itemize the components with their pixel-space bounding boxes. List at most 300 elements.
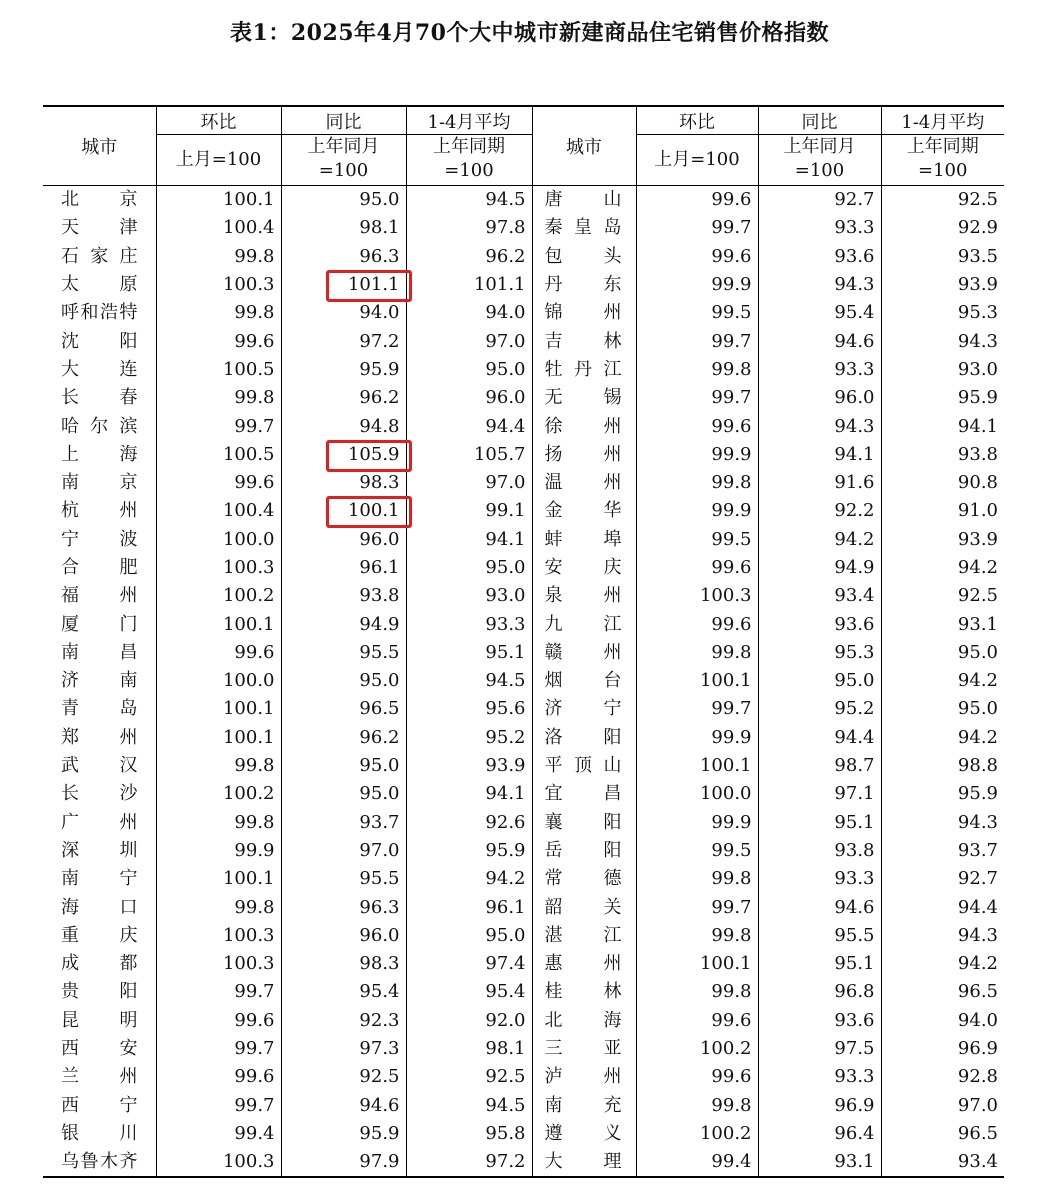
header-mom-base-left: 上月=100 <box>156 135 281 186</box>
mom-left-cell: 99.6 <box>156 639 281 667</box>
city-right-cell: 唐山 <box>532 186 636 215</box>
mom-right-cell: 99.8 <box>636 922 758 950</box>
mom-right-cell: 99.7 <box>636 384 758 412</box>
table-row <box>43 667 1004 695</box>
mom-right-cell: 99.6 <box>636 1007 758 1035</box>
yoy-left-cell: 92.3 <box>281 1007 406 1035</box>
city-right-cell: 蚌埠 <box>532 526 636 554</box>
header-mom-right: 环比 <box>636 106 758 135</box>
yoy-right-cell: 94.9 <box>758 554 881 582</box>
table-row <box>43 639 1004 667</box>
yoy-left-cell: 97.3 <box>281 1035 406 1063</box>
avg-right-cell: 93.0 <box>881 356 1004 384</box>
avg-left-cell: 95.0 <box>406 356 532 384</box>
mom-left-cell: 100.2 <box>156 780 281 808</box>
yoy-left-cell <box>281 271 406 299</box>
mom-right-cell: 99.8 <box>636 865 758 893</box>
avg-left-cell: 97.0 <box>406 327 532 355</box>
yoy-right-cell: 93.6 <box>758 610 881 638</box>
city-left-cell: 兰州 <box>61 1066 138 1088</box>
yoy-left-cell: 98.1 <box>281 214 406 242</box>
city-right-cell: 九江 <box>532 610 636 638</box>
city-left-cell: 成都 <box>61 953 138 975</box>
avg-left-cell: 94.5 <box>406 667 532 695</box>
table-row <box>43 299 1004 327</box>
yoy-right-cell: 96.0 <box>758 384 881 412</box>
avg-right-cell: 95.3 <box>881 299 1004 327</box>
yoy-right-cell: 96.9 <box>758 1092 881 1120</box>
mom-left-cell: 100.1 <box>156 865 281 893</box>
avg-left-cell: 95.0 <box>406 554 532 582</box>
city-right-cell: 金华 <box>532 497 636 525</box>
mom-left-cell: 100.4 <box>156 214 281 242</box>
table-row <box>43 186 1004 215</box>
avg-right-cell: 94.4 <box>881 893 1004 921</box>
yoy-left-cell: 97.9 <box>281 1148 406 1177</box>
city-right-cell: 宜昌 <box>532 780 636 808</box>
table-row <box>43 1063 1004 1091</box>
city-left-cell: 福州 <box>61 585 138 607</box>
yoy-left-cell: 94.9 <box>281 610 406 638</box>
table-row <box>43 412 1004 440</box>
mom-right-cell: 99.9 <box>636 809 758 837</box>
city-left-cell: 长沙 <box>61 783 138 805</box>
mom-right-cell: 100.2 <box>636 1035 758 1063</box>
yoy-left-cell: 95.5 <box>281 865 406 893</box>
yoy-right-cell: 95.3 <box>758 639 881 667</box>
city-left-cell: 重庆 <box>61 924 138 946</box>
avg-left-cell: 95.9 <box>406 837 532 865</box>
city-left-cell: 长春 <box>61 387 138 409</box>
mom-left-cell: 99.9 <box>156 837 281 865</box>
mom-left-cell: 99.7 <box>156 1092 281 1120</box>
city-left-cell: 武汉 <box>61 755 138 777</box>
avg-right-cell: 96.5 <box>881 978 1004 1006</box>
mom-left-cell: 100.5 <box>156 441 281 469</box>
table-row <box>43 893 1004 921</box>
avg-left-cell: 94.5 <box>406 186 532 215</box>
mom-right-cell: 99.9 <box>636 271 758 299</box>
avg-left-cell: 101.1 <box>406 271 532 299</box>
city-left-cell: 杭州 <box>61 500 138 522</box>
table-row <box>43 752 1004 780</box>
mom-right-cell: 99.5 <box>636 837 758 865</box>
city-left-cell: 石家庄 <box>61 245 138 267</box>
header-mom-left: 环比 <box>156 106 281 135</box>
mom-right-cell: 100.0 <box>636 780 758 808</box>
yoy-left-cell: 96.2 <box>281 724 406 752</box>
table-row <box>43 243 1004 271</box>
header-avg-base-line2: =100 <box>918 160 968 181</box>
city-left-cell: 大连 <box>61 358 138 380</box>
table-row <box>43 978 1004 1006</box>
avg-right-cell: 94.3 <box>881 809 1004 837</box>
yoy-right-cell: 95.1 <box>758 809 881 837</box>
avg-left-cell: 93.0 <box>406 582 532 610</box>
avg-right-cell: 95.9 <box>881 780 1004 808</box>
avg-right-cell: 95.9 <box>881 384 1004 412</box>
yoy-right-cell: 94.6 <box>758 327 881 355</box>
avg-left-cell: 94.1 <box>406 780 532 808</box>
avg-left-cell: 95.0 <box>406 922 532 950</box>
table-row <box>43 497 1004 525</box>
table-row <box>43 526 1004 554</box>
city-right-cell: 秦皇岛 <box>532 214 636 242</box>
table-row <box>43 865 1004 893</box>
avg-left-cell: 96.2 <box>406 243 532 271</box>
city-left-cell: 呼和浩特 <box>61 302 138 324</box>
avg-right-cell: 93.4 <box>881 1148 1004 1177</box>
mom-left-cell: 100.3 <box>156 1148 281 1177</box>
yoy-right-cell: 92.2 <box>758 497 881 525</box>
mom-left-cell: 99.7 <box>156 978 281 1006</box>
city-left-cell: 合肥 <box>61 557 138 578</box>
city-right-cell: 徐州 <box>532 412 636 440</box>
yoy-right-cell: 95.4 <box>758 299 881 327</box>
mom-right-cell: 100.3 <box>636 582 758 610</box>
city-left-cell: 昆明 <box>61 1009 138 1031</box>
yoy-right-cell: 92.7 <box>758 186 881 215</box>
city-right-cell: 三亚 <box>532 1035 636 1063</box>
avg-left-cell: 97.2 <box>406 1148 532 1177</box>
table-row <box>43 724 1004 752</box>
table-row <box>43 441 1004 469</box>
header-avg-base-line2: =100 <box>444 160 494 181</box>
city-left-cell: 西安 <box>61 1038 138 1060</box>
city-left-cell: 宁波 <box>61 528 138 550</box>
table-row <box>43 271 1004 299</box>
highlight-box: 100.1 <box>348 497 400 525</box>
table-row <box>43 582 1004 610</box>
yoy-right-cell: 93.3 <box>758 356 881 384</box>
avg-left-cell: 92.0 <box>406 1007 532 1035</box>
avg-right-cell: 94.3 <box>881 922 1004 950</box>
yoy-left-cell: 96.2 <box>281 384 406 412</box>
avg-left-cell: 93.3 <box>406 610 532 638</box>
avg-right-cell: 94.2 <box>881 554 1004 582</box>
mom-right-cell: 99.8 <box>636 356 758 384</box>
header-avg-right: 1-4月平均 <box>881 106 1004 135</box>
yoy-left-cell: 93.7 <box>281 809 406 837</box>
mom-left-cell: 99.6 <box>156 327 281 355</box>
mom-left-cell: 100.4 <box>156 497 281 525</box>
yoy-right-cell: 97.5 <box>758 1035 881 1063</box>
yoy-left-cell: 95.0 <box>281 780 406 808</box>
city-right-cell: 丹东 <box>532 271 636 299</box>
yoy-left-cell: 94.8 <box>281 412 406 440</box>
yoy-right-cell: 93.3 <box>758 214 881 242</box>
yoy-right-cell: 93.1 <box>758 1148 881 1177</box>
avg-left-cell: 95.6 <box>406 695 532 723</box>
mom-right-cell: 99.6 <box>636 610 758 638</box>
table-row <box>43 809 1004 837</box>
avg-left-cell: 93.9 <box>406 752 532 780</box>
city-left-cell: 哈尔滨 <box>61 415 138 437</box>
mom-left-cell: 100.1 <box>156 695 281 723</box>
header-avg-base-left <box>406 135 532 186</box>
header-city-left: 城市 <box>43 106 156 186</box>
avg-right-cell: 94.1 <box>881 412 1004 440</box>
mom-right-cell: 99.6 <box>636 243 758 271</box>
yoy-right-cell: 93.6 <box>758 1007 881 1035</box>
avg-right-cell: 94.2 <box>881 667 1004 695</box>
avg-right-cell: 93.7 <box>881 837 1004 865</box>
mom-left-cell: 100.1 <box>156 724 281 752</box>
city-left-cell: 郑州 <box>61 726 138 748</box>
mom-right-cell: 100.2 <box>636 1120 758 1148</box>
city-right-cell: 襄阳 <box>532 809 636 837</box>
yoy-left-cell: 98.3 <box>281 950 406 978</box>
table-row <box>43 950 1004 978</box>
yoy-right-cell: 94.1 <box>758 441 881 469</box>
avg-left-cell: 92.5 <box>406 1063 532 1091</box>
city-left-cell: 南京 <box>61 472 138 494</box>
mom-left-cell: 100.3 <box>156 271 281 299</box>
table-row <box>43 1007 1004 1035</box>
avg-right-cell: 93.9 <box>881 526 1004 554</box>
mom-right-cell: 99.6 <box>636 412 758 440</box>
table-row <box>43 610 1004 638</box>
city-right-cell: 无锡 <box>532 384 636 412</box>
city-left-cell: 银川 <box>61 1122 138 1144</box>
price-index-table <box>43 105 1004 1178</box>
table-row <box>43 1120 1004 1148</box>
header-avg-left: 1-4月平均 <box>406 106 532 135</box>
city-right-cell: 赣州 <box>532 639 636 667</box>
avg-right-cell: 93.1 <box>881 610 1004 638</box>
avg-right-cell: 94.2 <box>881 724 1004 752</box>
city-left-cell: 海口 <box>61 896 138 918</box>
city-right-cell: 泸州 <box>532 1063 636 1091</box>
avg-right-cell: 93.5 <box>881 243 1004 271</box>
yoy-right-cell: 93.6 <box>758 243 881 271</box>
yoy-left-cell: 96.0 <box>281 922 406 950</box>
city-right-cell: 遵义 <box>532 1120 636 1148</box>
highlight-box: 105.9 <box>348 441 400 469</box>
avg-left-cell: 95.1 <box>406 639 532 667</box>
yoy-right-cell: 96.4 <box>758 1120 881 1148</box>
mom-right-cell: 99.9 <box>636 497 758 525</box>
mom-right-cell: 99.9 <box>636 441 758 469</box>
avg-left-cell: 105.7 <box>406 441 532 469</box>
mom-right-cell: 100.1 <box>636 752 758 780</box>
yoy-right-cell: 98.7 <box>758 752 881 780</box>
yoy-right-cell: 95.0 <box>758 667 881 695</box>
yoy-left-cell: 96.3 <box>281 893 406 921</box>
mom-left-cell: 99.8 <box>156 384 281 412</box>
city-left-cell: 南宁 <box>61 868 138 890</box>
yoy-left-cell: 95.0 <box>281 667 406 695</box>
yoy-left-cell: 98.3 <box>281 469 406 497</box>
mom-left-cell: 99.8 <box>156 752 281 780</box>
highlight-box: 101.1 <box>348 271 400 299</box>
yoy-left-cell: 95.5 <box>281 639 406 667</box>
yoy-left-cell: 94.6 <box>281 1092 406 1120</box>
table-row <box>43 554 1004 582</box>
header-row-1 <box>43 106 1004 135</box>
yoy-right-cell: 94.3 <box>758 271 881 299</box>
yoy-right-cell: 94.2 <box>758 526 881 554</box>
yoy-right-cell: 95.2 <box>758 695 881 723</box>
yoy-right-cell: 94.3 <box>758 412 881 440</box>
city-right-cell: 泉州 <box>532 582 636 610</box>
avg-left-cell: 95.2 <box>406 724 532 752</box>
mom-right-cell: 99.8 <box>636 639 758 667</box>
yoy-left-cell: 97.0 <box>281 837 406 865</box>
header-yoy-base-right <box>758 135 881 186</box>
header-city-right: 城市 <box>532 106 636 186</box>
mom-left-cell: 99.8 <box>156 893 281 921</box>
city-right-cell: 济宁 <box>532 695 636 723</box>
mom-left-cell: 100.5 <box>156 356 281 384</box>
avg-left-cell: 94.0 <box>406 299 532 327</box>
header-avg-base-right <box>881 135 1004 186</box>
city-left-cell: 深圳 <box>61 839 138 861</box>
city-right-cell: 惠州 <box>532 950 636 978</box>
mom-right-cell: 99.6 <box>636 554 758 582</box>
city-right-cell: 韶关 <box>532 893 636 921</box>
city-left-cell: 沈阳 <box>61 330 138 352</box>
avg-right-cell: 95.0 <box>881 695 1004 723</box>
mom-right-cell: 99.5 <box>636 299 758 327</box>
mom-right-cell: 100.1 <box>636 667 758 695</box>
mom-right-cell: 99.7 <box>636 327 758 355</box>
table-row <box>43 695 1004 723</box>
table-row <box>43 469 1004 497</box>
mom-right-cell: 99.9 <box>636 724 758 752</box>
yoy-left-cell: 96.3 <box>281 243 406 271</box>
city-left-cell: 乌鲁木齐 <box>61 1151 138 1173</box>
table-row <box>43 356 1004 384</box>
avg-left-cell: 97.0 <box>406 469 532 497</box>
city-right-cell: 包头 <box>532 243 636 271</box>
city-right-cell: 岳阳 <box>532 837 636 865</box>
yoy-right-cell: 94.4 <box>758 724 881 752</box>
yoy-left-cell: 93.8 <box>281 582 406 610</box>
avg-left-cell: 99.1 <box>406 497 532 525</box>
header-yoy-base-line2: =100 <box>794 160 845 181</box>
page-title: 表1：2025年4月70个大中城市新建商品住宅销售价格指数 <box>230 20 829 46</box>
city-left-cell: 天津 <box>61 217 138 239</box>
city-right-cell: 吉林 <box>532 327 636 355</box>
yoy-left-cell: 95.0 <box>281 186 406 215</box>
avg-right-cell: 93.8 <box>881 441 1004 469</box>
mom-left-cell: 99.6 <box>156 469 281 497</box>
avg-left-cell: 95.4 <box>406 978 532 1006</box>
mom-left-cell: 100.2 <box>156 582 281 610</box>
yoy-left-cell: 92.5 <box>281 1063 406 1091</box>
yoy-left-cell: 96.1 <box>281 554 406 582</box>
city-right-cell: 锦州 <box>532 299 636 327</box>
city-right-cell: 洛阳 <box>532 724 636 752</box>
mom-right-cell: 99.8 <box>636 1092 758 1120</box>
mom-right-cell: 99.6 <box>636 1063 758 1091</box>
avg-left-cell: 94.1 <box>406 526 532 554</box>
yoy-right-cell: 93.3 <box>758 865 881 893</box>
header-yoy-left: 同比 <box>281 106 406 135</box>
table-row <box>43 1148 1004 1177</box>
avg-left-cell: 94.4 <box>406 412 532 440</box>
city-right-cell: 北海 <box>532 1007 636 1035</box>
avg-left-cell: 92.6 <box>406 809 532 837</box>
yoy-left-cell: 95.4 <box>281 978 406 1006</box>
city-right-cell: 牡丹江 <box>532 356 636 384</box>
avg-right-cell: 91.0 <box>881 497 1004 525</box>
mom-left-cell: 100.3 <box>156 554 281 582</box>
yoy-right-cell: 93.8 <box>758 837 881 865</box>
city-left-cell: 济南 <box>61 670 138 692</box>
avg-left-cell: 94.5 <box>406 1092 532 1120</box>
city-left-cell: 南昌 <box>61 641 138 663</box>
avg-right-cell: 94.0 <box>881 1007 1004 1035</box>
mom-right-cell: 99.8 <box>636 469 758 497</box>
avg-right-cell: 92.9 <box>881 214 1004 242</box>
yoy-right-cell: 91.6 <box>758 469 881 497</box>
table-row <box>43 837 1004 865</box>
avg-left-cell: 98.1 <box>406 1035 532 1063</box>
table-row <box>43 1092 1004 1120</box>
avg-left-cell: 95.8 <box>406 1120 532 1148</box>
yoy-right-cell: 93.4 <box>758 582 881 610</box>
header-row-2 <box>43 135 1004 186</box>
mom-right-cell: 99.8 <box>636 978 758 1006</box>
mom-left-cell: 99.6 <box>156 1007 281 1035</box>
avg-right-cell: 94.3 <box>881 327 1004 355</box>
avg-right-cell: 92.5 <box>881 582 1004 610</box>
city-right-cell: 湛江 <box>532 922 636 950</box>
table-row <box>43 214 1004 242</box>
city-right-cell: 南充 <box>532 1092 636 1120</box>
city-left-cell: 贵阳 <box>61 981 138 1003</box>
mom-left-cell: 99.7 <box>156 412 281 440</box>
city-left-cell: 北京 <box>61 189 138 211</box>
city-left-cell: 上海 <box>61 443 138 465</box>
header-avg-base-line1: 上年同期 <box>433 136 505 157</box>
city-right-cell: 桂林 <box>532 978 636 1006</box>
yoy-left-cell: 94.0 <box>281 299 406 327</box>
mom-left-cell: 99.4 <box>156 1120 281 1148</box>
avg-right-cell: 97.0 <box>881 1092 1004 1120</box>
table-row <box>43 327 1004 355</box>
mom-right-cell: 100.1 <box>636 950 758 978</box>
header-avg-base-line1: 上年同期 <box>906 136 979 157</box>
yoy-left-cell <box>281 497 406 525</box>
header-yoy-base-left <box>281 135 406 186</box>
header-yoy-right: 同比 <box>758 106 881 135</box>
table-row <box>43 384 1004 412</box>
avg-left-cell: 97.8 <box>406 214 532 242</box>
avg-right-cell: 92.8 <box>881 1063 1004 1091</box>
city-right-cell: 烟台 <box>532 667 636 695</box>
mom-left-cell: 99.6 <box>156 1063 281 1091</box>
city-left-cell: 太原 <box>61 274 138 296</box>
mom-left-cell: 100.3 <box>156 922 281 950</box>
yoy-left-cell: 95.9 <box>281 356 406 384</box>
avg-right-cell: 95.0 <box>881 639 1004 667</box>
city-left-cell: 西宁 <box>61 1094 138 1116</box>
header-yoy-base-line1: 上年同月 <box>307 136 380 157</box>
city-right-cell: 大理 <box>532 1148 636 1177</box>
city-right-cell: 安庆 <box>532 554 636 582</box>
avg-right-cell: 92.7 <box>881 865 1004 893</box>
yoy-right-cell: 97.1 <box>758 780 881 808</box>
mom-left-cell: 100.1 <box>156 610 281 638</box>
avg-right-cell: 92.5 <box>881 186 1004 215</box>
city-left-cell: 青岛 <box>61 698 138 720</box>
yoy-left-cell: 95.9 <box>281 1120 406 1148</box>
header-mom-base-right: 上月=100 <box>636 135 758 186</box>
header-yoy-base-line2: =100 <box>318 160 369 181</box>
